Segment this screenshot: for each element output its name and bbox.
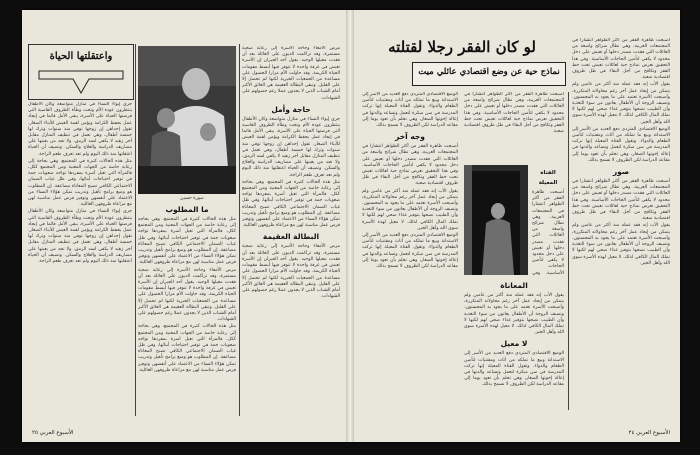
left-column-3: مرض الأمعاء وحاجة الأسرة إلى رعاية صحية مستمرة، وقد تراكمت الديون على العائلة بعد أن فقدت معيلها الوحيد. يقول أحد الجيران إن الأسرة تعيش في غرفة واحدة لا تتوفر فيها أبسط مقومات الحياة الكريمة. وقد حاولت الأم مرارا الحصول على مساعدة من الجمعيات الخيرية لكنها لم تحصل إلا على القليل. وتبقى البطالة العقيمة هي العائق الأكبر أمام الشباب الذين لا يجدون عملا رغم حصولهم على الشهادات. حاجة وأمل جرى إيواء النساء في منازل متواضعة وكان الأطفال ينتظرون عودة الأم وتحت وطأة الظروف القاسية التي فرضتها الحياة على الأسرة، يبقى الأمل قائما في إيجاد عمل يحفظ الكرامة ويؤمن لقمة العيش للأبناء الصغار. تقول إحداهن إن زوجها توفي منذ سنوات وترك لها خمسة أطفال، وهي تعمل في تنظيف المنازل مقابل أجر زهيد لا يكفي لسد الرمق، ولا تجد من يعينها على مصاريف الدراسة والعلاج والسكن. وتضيف أن الحياة اعتقلتها منذ ذلك اليوم ولم تعد تعرف طعم الراحة. مثل هذه الحالات كثيرة في المجتمع، وهي بحاجة إلى رعاية خاصة من الجهات المعنية ومن المجتمع ككل، فالمرأة التي تعيل أسرة بمفردها تواجه صعوبات جمة في توفير احتياجات أبنائها، وفي ظل غياب الضمان الاجتماعي الكافي تصبح المعاناة مضاعفة. إن المطلوب هو وضع برامج تأهيل وتدريب تمكن هؤلاء النساء من الاعتماد على أنفسهن وتوفير فرص عمل مناسبة لهن مع مراعاة ظروفهن العائلية. البطالة العقيمة مرض الأمعاء وحاجة الأسرة إلى رعاية صحية مستمرة، وقد تراكمت الديون على العائلة بعد أن فقدت معيلها الوحيد. يقول أحد الجيران إن الأسرة تعيش في غرفة واحدة لا تتوفر فيها أبسط مقومات الحياة الكريمة. وقد حاولت الأم مرارا الحصول على مساعدة من الجمعيات الخيرية لكنها لم تحصل إلا على القليل. وتبقى البطالة العقيمة هي العائق الأكبر أمام الشباب الذين لا يجدون عملا رغم حصولهم على الشهادات. (242, 46, 340, 300)
subhead-haja-wa-amal: حاجة وأمل (271, 104, 311, 114)
left-headline-box (28, 44, 134, 100)
subhead-la-muil: لا معيل (500, 339, 528, 349)
left-page (22, 10, 348, 442)
right-page (352, 10, 680, 442)
left-footer: الأسبوع العربي ٢٥ (32, 430, 74, 436)
left-column-1: جرى إيواء النساء في منازل متواضعة وكان الأطفال ينتظرون عودة الأم وتحت وطأة الظروف القاسية التي فرضتها الحياة على الأسرة، يبقى الأمل قائما في إيجاد عمل يحفظ الكرامة ويؤمن لقمة العيش للأبناء الصغار. تقول إحداهن إن زوجها توفي منذ سنوات وترك لها خمسة أطفال، وهي تعمل في تنظيف المنازل مقابل أجر زهيد لا يكفي لسد الرمق، ولا تجد من يعينها على مصاريف الدراسة والعلاج والسكن. وتضيف أن الحياة اعتقلتها منذ ذلك اليوم ولم تعد تعرف طعم الراحة. مثل هذه الحالات كثيرة في المجتمع، وهي بحاجة إلى رعاية خاصة من الجهات المعنية ومن المجتمع ككل، فالمرأة التي تعيل أسرة بمفردها تواجه صعوبات جمة في توفير احتياجات أبنائها، وفي ظل غياب الضمان الاجتماعي الكافي تصبح المعاناة مضاعفة. إن المطلوب هو وضع برامج تأهيل وتدريب تمكن هؤلاء النساء من الاعتماد على أنفسهن وتوفير فرص عمل مناسبة لهن مع مراعاة ظروفهن العائلية. جرى إيواء النساء في منازل متواضعة وكان الأطفال ينتظرون عودة الأم وتحت وطأة الظروف القاسية التي فرضتها الحياة على الأسرة، يبقى الأمل قائما في إيجاد عمل يحفظ الكرامة ويؤمن لقمة العيش للأبناء الصغار. تقول إحداهن إن زوجها توفي منذ سنوات وترك لها خمسة أطفال، وهي تعمل في تنظيف المنازل مقابل أجر زهيد لا يكفي لسد الرمق، ولا تجد من يعينها على مصاريف الدراسة والعلاج والسكن. وتضيف أن الحياة اعتقلتها منذ ذلك اليوم ولم تعد تعرف طعم الراحة. (28, 102, 132, 265)
arrow-graphic (29, 67, 133, 97)
magazine-spread (22, 10, 680, 442)
subhead-wajh-akhar: وجه آخر (395, 132, 425, 142)
right-column-2b: المعاناة يقول الأب إنه فقد عمله منذ أكثر من عامين ولم يتمكن من إيجاد عمل آخر رغم محاولاته المتكررة، وأصبحت الأسرة تعتمد على ما يجود به المحسنون. وتضيف الزوجة أن الأطفال يعانون من سوء التغذية وأن الطبيب نصحها بتوفير غذاء صحي لهم لكنها لا تملك المال الكافي لذلك. لا معيل لهذه الأسرة سوى الله وأهل الخير. لا معيل الوضع الاقتصادي المتردي دفع العديد من الأسر إلى الاستدانة وبيع ما تملكه من أثاث ومقتنيات لتأمين الطعام والدواء. وتقول الفتاة المعيلة إنها تركت المدرسة في سن مبكرة لتعمل وتساعد والدتها في إعالة إخوتها الصغار، وهي تحلم بأن تعود يوما إلى مقاعد الدراسة لكن الظروف لا تسمح بذلك. (464, 281, 564, 388)
family-photo (138, 46, 236, 194)
woman-doorway-photo (464, 165, 528, 275)
right-column-1: الوضع الاقتصادي المتردي دفع العديد من الأسر إلى الاستدانة وبيع ما تملكه من أثاث ومقتنيات لتأمين الطعام والدواء. وتقول الفتاة المعيلة إنها تركت المدرسة في سن مبكرة لتعمل وتساعد والدتها في إعالة إخوتها الصغار، وهي تحلم بأن تعود يوما إلى مقاعد الدراسة لكن الظروف لا تسمح بذلك. وجه آخر أصبحت ظاهرة الفقر من أكثر الظواهر انتشارا في المجتمعات العربية، وهي تطال شرائح واسعة من العائلات التي فقدت مصدر دخلها أو تعيش على دخل محدود لا يكفي لتأمين الحاجات الأساسية. وفي هذا التحقيق نعرض نماذج حية لعائلات تعيش تحت خط الفقر وتكافح من أجل البقاء في ظل ظروف اقتصادية صعبة. يقول الأب إنه فقد عمله منذ أكثر من عامين ولم يتمكن من إيجاد عمل آخر رغم محاولاته المتكررة، وأصبحت الأسرة تعتمد على ما يجود به المحسنون. وتضيف الزوجة أن الأطفال يعانون من سوء التغذية وأن الطبيب نصحها بتوفير غذاء صحي لهم لكنها لا تملك المال الكافي لذلك. لا معيل لهذه الأسرة سوى الله وأهل الخير. الوضع الاقتصادي المتردي دفع العديد من الأسر إلى الاستدانة وبيع ما تملكه من أثاث ومقتنيات لتأمين الطعام والدواء. وتقول الفتاة المعيلة إنها تركت المدرسة في سن مبكرة لتعمل وتساعد والدتها في إعالة إخوتها الصغار، وهي تحلم بأن تعود يوما إلى مقاعد الدراسة لكن الظروف لا تسمح بذلك. (362, 92, 458, 270)
subhead-suwar: صور (612, 167, 630, 177)
subhead-ma-almatloub: ما المطلوب (165, 205, 209, 214)
right-footer: الأسبوع العربي ٢٤ (628, 430, 670, 436)
right-column-2: أصبحت ظاهرة الفقر من أكثر الظواهر انتشارا في المجتمعات العربية، وهي تطال شرائح واسعة من العائلات التي فقدت مصدر دخلها أو تعيش على دخل محدود لا يكفي لتأمين الحاجات الأساسية. وفي هذا التحقيق نعرض نماذج حية لعائلات تعيش تحت خط الفقر وتكافح من أجل البقاء في ظل ظروف اقتصادية صعبة. (464, 92, 564, 135)
subhead-batala: البطالة العقيمة (262, 232, 320, 242)
subhead-muanat: المعاناة (500, 281, 528, 290)
photo-caption: صورة حسين (180, 196, 204, 201)
subhead-fatat: الفتاة المعيلة (538, 170, 558, 186)
right-column-3: أصبحت ظاهرة الفقر من أكثر الظواهر انتشارا في المجتمعات العربية، وهي تطال شرائح واسعة من العائلات التي فقدت مصدر دخلها أو تعيش على دخل محدود لا يكفي لتأمين الحاجات الأساسية. وفي هذا التحقيق نعرض نماذج حية لعائلات تعيش تحت خط الفقر وتكافح من أجل البقاء في ظل ظروف اقتصادية صعبة. يقول الأب إنه فقد عمله منذ أكثر من عامين ولم يتمكن من إيجاد عمل آخر رغم محاولاته المتكررة، وأصبحت الأسرة تعتمد على ما يجود به المحسنون. وتضيف الزوجة أن الأطفال يعانون من سوء التغذية وأن الطبيب نصحها بتوفير غذاء صحي لهم لكنها لا تملك المال الكافي لذلك. لا معيل لهذه الأسرة سوى الله وأهل الخير. الوضع الاقتصادي المتردي دفع العديد من الأسر إلى الاستدانة وبيع ما تملكه من أثاث ومقتنيات لتأمين الطعام والدواء. وتقول الفتاة المعيلة إنها تركت المدرسة في سن مبكرة لتعمل وتساعد والدتها في إعالة إخوتها الصغار، وهي تحلم بأن تعود يوما إلى مقاعد الدراسة لكن الظروف لا تسمح بذلك. صور أصبحت ظاهرة الفقر من أكثر الظواهر انتشارا في المجتمعات العربية، وهي تطال شرائح واسعة من العائلات التي فقدت مصدر دخلها أو تعيش على دخل محدود لا يكفي لتأمين الحاجات الأساسية. وفي هذا التحقيق نعرض نماذج حية لعائلات تعيش تحت خط الفقر وتكافح من أجل البقاء في ظل ظروف اقتصادية صعبة. يقول الأب إنه فقد عمله منذ أكثر من عامين ولم يتمكن من إيجاد عمل آخر رغم محاولاته المتكررة، وأصبحت الأسرة تعتمد على ما يجود به المحسنون. وتضيف الزوجة أن الأطفال يعانون من سوء التغذية وأن الطبيب نصحها بتوفير غذاء صحي لهم لكنها لا تملك المال الكافي لذلك. لا معيل لهذه الأسرة سوى الله وأهل الخير. (572, 38, 670, 266)
right-headline: لو كان الفقر رجلا لقتلته (388, 38, 536, 56)
left-headline: واعتقلتها الحياة (49, 51, 113, 62)
left-column-2: ما المطلوب مثل هذه الحالات كثيرة في المجتمع، وهي بحاجة إلى رعاية خاصة من الجهات المعنية ومن المجتمع ككل، فالمرأة التي تعيل أسرة بمفردها تواجه صعوبات جمة في توفير احتياجات أبنائها، وفي ظل غياب الضمان الاجتماعي الكافي تصبح المعاناة مضاعفة. إن المطلوب هو وضع برامج تأهيل وتدريب تمكن هؤلاء النساء من الاعتماد على أنفسهن وتوفير فرص عمل مناسبة لهن مع مراعاة ظروفهن العائلية. مرض الأمعاء وحاجة الأسرة إلى رعاية صحية مستمرة، وقد تراكمت الديون على العائلة بعد أن فقدت معيلها الوحيد. يقول أحد الجيران إن الأسرة تعيش في غرفة واحدة لا تتوفر فيها أبسط مقومات الحياة الكريمة. وقد حاولت الأم مرارا الحصول على مساعدة من الجمعيات الخيرية لكنها لم تحصل إلا على القليل. وتبقى البطالة العقيمة هي العائق الأكبر أمام الشباب الذين لا يجدون عملا رغم حصولهم على الشهادات. مثل هذه الحالات كثيرة في المجتمع، وهي بحاجة إلى رعاية خاصة من الجهات المعنية ومن المجتمع ككل، فالمرأة التي تعيل أسرة بمفردها تواجه صعوبات جمة في توفير احتياجات أبنائها، وفي ظل غياب الضمان الاجتماعي الكافي تصبح المعاناة مضاعفة. إن المطلوب هو وضع برامج تأهيل وتدريب تمكن هؤلاء النساء من الاعتماد على أنفسهن وتوفير فرص عمل مناسبة لهن مع مراعاة ظروفهن العائلية. (138, 205, 236, 373)
right-subheadline: نماذج حية عن وضع اقتصادي عائلي ميت (418, 67, 560, 77)
right-column-2c: الفتاة المعيلة أصبحت ظاهرة الفقر من أكثر الظواهر انتشارا في المجتمعات العربية، وهي تطال شرائح واسعة من العائلات التي فقدت مصدر دخلها أو تعيش على دخل محدود لا يكفي لتأمين الحاجات الأساسية. وفي (532, 170, 564, 275)
subheadline-box (412, 62, 566, 86)
